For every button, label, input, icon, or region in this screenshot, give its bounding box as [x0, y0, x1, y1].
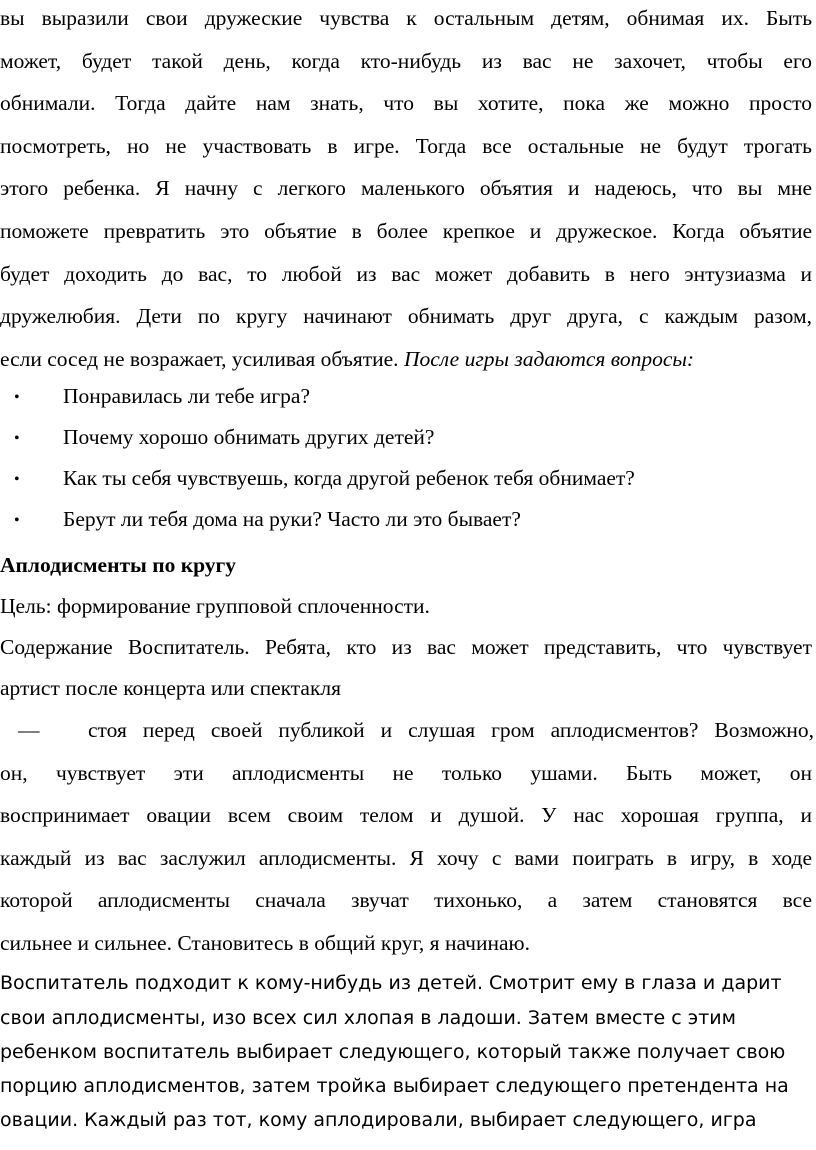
paragraph-line: которой аплодисменты сначала звучат тихонько, а затем становятся все: [0, 888, 812, 912]
bullet-icon: •: [14, 389, 20, 406]
list-item-text: Почему хорошо обнимать других детей?: [63, 425, 435, 449]
em-dash: —: [18, 718, 40, 742]
paragraph-line: вы выразили свои дружеские чувства к остальным детям, обнимая их. Быть: [0, 6, 812, 30]
paragraph-line: обнимали. Тогда дайте нам знать, что вы хотите, пока же можно просто: [0, 91, 812, 115]
list-item-text: Как ты себя чувствуешь, когда другой ребенок тебя обнимает?: [63, 466, 635, 490]
paragraph-line: артист после концерта или спектакля: [0, 676, 342, 700]
bullet-icon: •: [14, 430, 20, 447]
bullet-icon: •: [14, 512, 20, 529]
paragraph-line: может, будет такой день, когда кто-нибудь из вас не захочет, чтобы его: [0, 49, 812, 73]
paragraph-line: этого ребенка. Я начну с легкого маленького объятия и надеюсь, что вы мне: [0, 176, 812, 200]
paragraph-line: он, чувствует эти аплодисменты не только ушами. Быть может, он: [0, 761, 812, 785]
paragraph-line: Содержание Воспитатель. Ребята, кто из вас может представить, что чувствует: [0, 635, 812, 659]
paragraph-line: овации. Каждый раз тот, кому аплодировали, выбирает следующего, игра: [0, 1109, 757, 1131]
paragraph-line: посмотреть, но не участвовать в игре. Тогда все остальные не будут трогать: [0, 134, 812, 158]
paragraph-line: каждый из вас заслужил аплодисменты. Я хочу с вами поиграть в игру, в ходе: [0, 846, 812, 870]
paragraph-line: сильнее и сильнее. Становитесь в общий круг, я начинаю.: [0, 931, 530, 955]
paragraph-line: порцию аплодисментов, затем тройка выбирает следующего претендента на: [0, 1075, 789, 1097]
paragraph-text: если сосед не возражает, усиливая объятие.: [0, 347, 399, 371]
paragraph-line: свои аплодисменты, изо всех сил хлопая в ладоши. Затем вместе с этим: [0, 1007, 736, 1029]
section-title: Аплодисменты по кругу: [0, 553, 237, 577]
paragraph-line: [0, 344, 816, 374]
questions-intro: После игры задаются вопросы:: [403, 347, 695, 371]
paragraph-line: поможете превратить это объятие в более крепкое и дружеское. Когда объятие: [0, 219, 812, 243]
paragraph-line: воспринимает овации всем своим телом и душой. У нас хорошая группа, и: [0, 803, 812, 827]
paragraph-line: будет доходить до вас, то любой из вас может добавить в него энтузиазма и: [0, 262, 812, 286]
list-item-text: Понравилась ли тебе игра?: [63, 384, 311, 408]
paragraph-line: ребенком воспитатель выбирает следующего, который также получает свою: [0, 1041, 786, 1063]
paragraph-line: Воспитатель подходит к кому-нибудь из детей. Смотрит ему в глаза и дарит: [0, 972, 782, 994]
goal-text: Цель: формирование групповой сплоченности.: [0, 594, 430, 618]
bullet-icon: •: [14, 471, 20, 488]
paragraph-line: дружелюбия. Дети по кругу начинают обнимать друг друга, с каждым разом,: [0, 304, 812, 328]
paragraph-text: стоя перед своей публикой и слушая гром аплодисментов? Возможно,: [88, 718, 814, 742]
list-item-text: Берут ли тебя дома на руки? Часто ли это бывает?: [63, 507, 521, 531]
